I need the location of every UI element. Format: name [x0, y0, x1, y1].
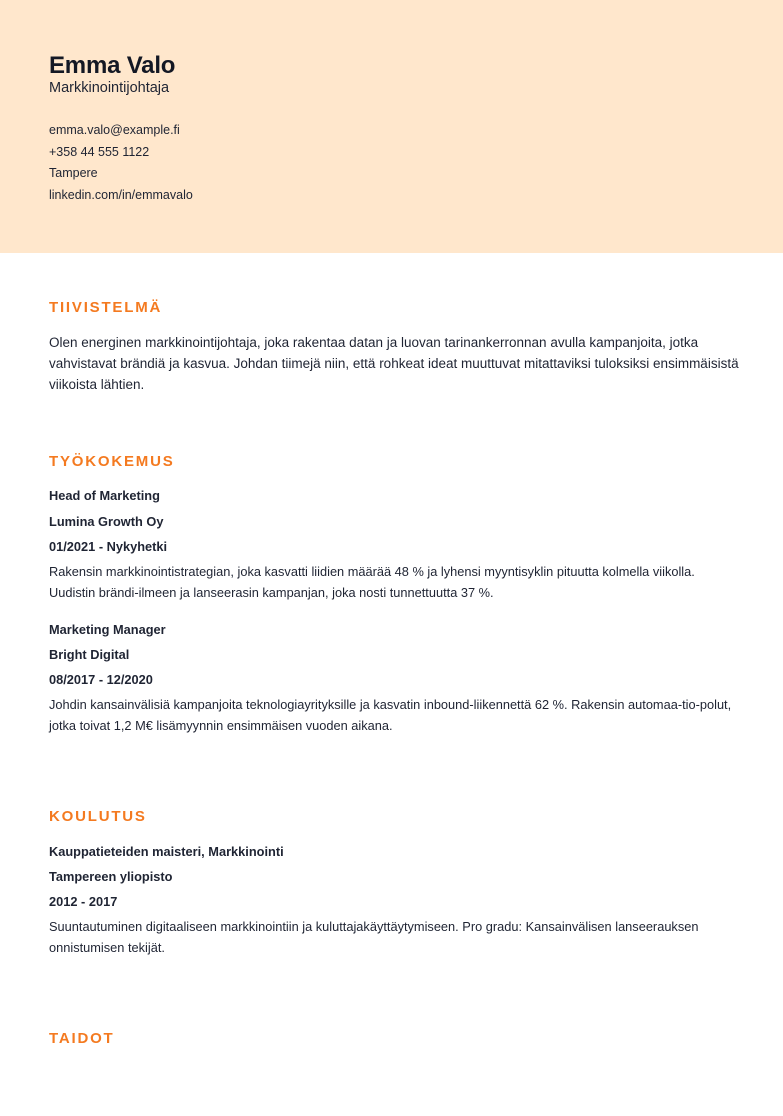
job-dates: 08/2017 - 12/2020	[49, 672, 153, 687]
linkedin-text: linkedin.com/in/emmavalo	[49, 187, 193, 202]
skills-heading: TAIDOT	[49, 1030, 115, 1047]
job-title: Markkinointijohtaja	[49, 80, 170, 96]
job-description: Rakensin markkinointistrategian, joka kasvatti liidien määrää 48 % ja lyhensi myyntisyklin pituutta kolmella viikolla. Uudistin brändi-ilmeen ja lanseerasin kampanjan, joka nosti tunnettuutta 37 %.	[49, 564, 695, 600]
education-school: Tampereen yliopisto	[49, 869, 173, 884]
email-text: emma.valo@example.fi	[49, 123, 180, 137]
contact-info	[49, 122, 193, 208]
job-company: Lumina Growth Oy	[49, 514, 164, 529]
job-role: Marketing Manager	[49, 622, 166, 637]
person-name: Emma Valo	[49, 52, 176, 79]
job-description: Johdin kansainvälisiä kampanjoita teknologiayrityksille ja kasvatin inbound-liikennettä 62 %. Rakensin automaa-tio-polut, jotka toivat 1,2 M€ lisämyynnin ensimmäisen vuoden aikana.	[49, 697, 732, 733]
header-banner	[0, 0, 783, 253]
job-role: Head of Marketing	[49, 488, 160, 503]
job-company: Bright Digital	[49, 647, 130, 662]
education-heading: KOULUTUS	[49, 808, 147, 825]
phone-text: +358 44 555 1122	[49, 144, 150, 159]
city-text: Tampere	[49, 166, 98, 180]
summary-text: Olen energinen markkinointijohtaja, joka rakentaa datan ja luovan tarinankerronnan avulla kampanjoita, jotka vahvistavat brändiä ja kasvua. Johdan tiimejä niin, että rohkeat ideat muuttuvat mitattaviksi tuloksiksi ensimmäisistä viikoista lähtien.	[49, 335, 739, 392]
experience-heading: TYÖKOKEMUS	[49, 453, 175, 470]
education-degree: Kauppatieteiden maisteri, Markkinointi	[49, 844, 284, 859]
summary-heading: TIIVISTELMÄ	[49, 299, 163, 316]
education-dates: 2012 - 2017	[49, 894, 118, 909]
education-description: Suuntautuminen digitaaliseen markkinointiin ja kuluttajakäyttäytymiseen. Pro gradu: Kansainvälisen lanseerauksen onnistumisen tekijät.	[49, 919, 699, 955]
job-dates: 01/2021 - Nykyhetki	[49, 539, 168, 554]
